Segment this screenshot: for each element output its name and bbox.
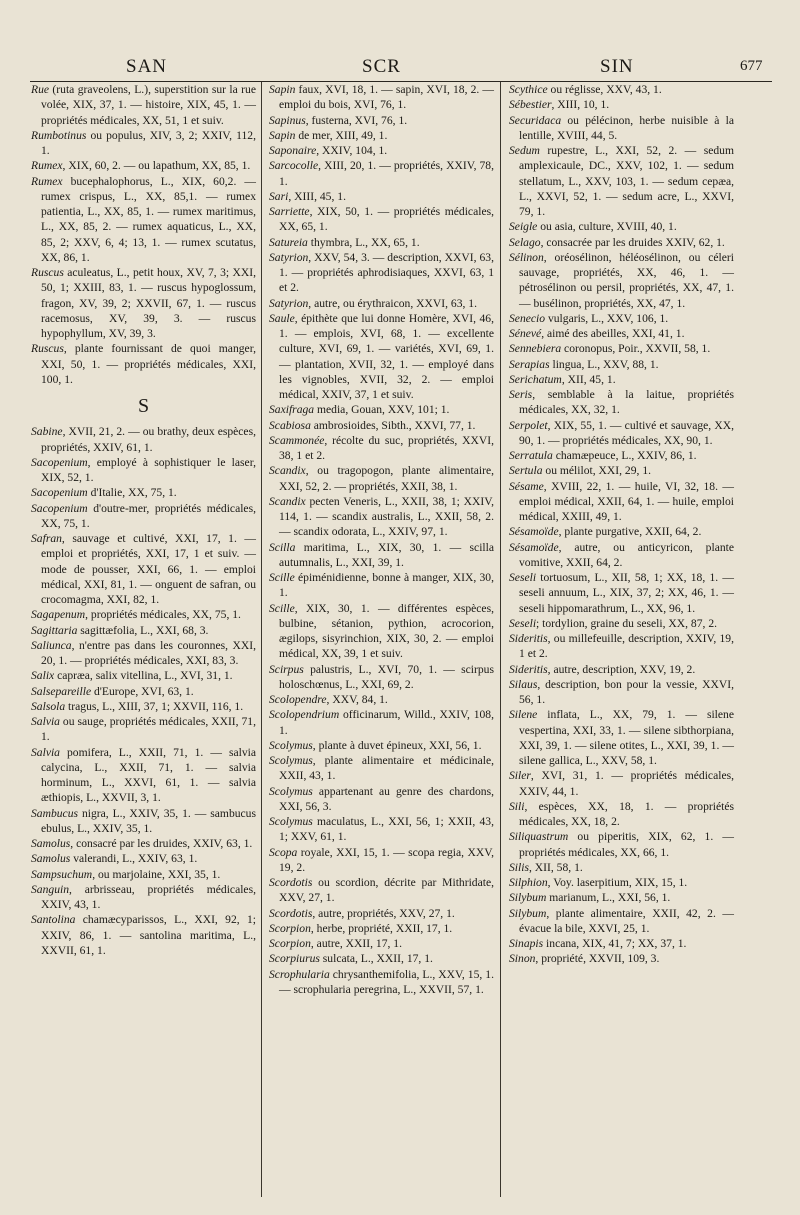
index-entry bbox=[31, 455, 256, 486]
index-entry bbox=[269, 494, 494, 540]
entry-references: , XIX, 30, 1. — différentes espèces, bulbine, sétanion, pythion, acrocorion, ægilops, sisyrinchion, XIX, 30, 2. — emploi médical, XX, 39, 1 et suiv. bbox=[279, 601, 494, 661]
index-entry bbox=[509, 631, 734, 662]
entry-headword: Sampsuchum bbox=[31, 867, 93, 881]
index-entry bbox=[31, 882, 256, 913]
entry-headword: Senecio bbox=[509, 311, 546, 325]
entry-references: , autre, XXII, 17, 1. bbox=[310, 937, 402, 950]
entry-references: , XIII, 45, 1. bbox=[288, 189, 346, 203]
entry-references: rupestre, L., XXI, 52, 2. — sedum amplexicaule, DC., XXV, 102, 1. — sedum stellatum, L., XXV, 103, 1. — sedum cepæa, L., XXVI, 52, 1. — sedum acre, L., XXVI, 79, 1. bbox=[519, 144, 734, 218]
index-entry bbox=[509, 479, 734, 525]
entry-references: , XVII, 21, 2. — ou brathy, deux espèces, propriétés, XXIV, 61, 1. bbox=[41, 425, 256, 454]
index-entry bbox=[269, 936, 494, 951]
index-entry bbox=[269, 250, 494, 296]
index-entry bbox=[269, 296, 494, 311]
running-head-left: SAN bbox=[126, 56, 168, 77]
index-entry bbox=[509, 463, 734, 478]
index-entry bbox=[269, 128, 494, 143]
entry-headword: Sésamoïde bbox=[509, 540, 559, 554]
entry-references: , arbrisseau, propriétés médicales, XXIV, 43, 1. bbox=[41, 882, 256, 911]
entry-references: incana, XIX, 41, 7; XX, 37, 1. bbox=[543, 937, 687, 950]
index-entry bbox=[509, 219, 734, 234]
index-entry bbox=[31, 158, 256, 173]
entry-references: , Voy. laserpitium, XIX, 15, 1. bbox=[547, 876, 688, 889]
entry-references: , description, bon pour la vessie, XXVI, 56, 1. bbox=[519, 677, 734, 706]
entry-references: officinarum, Willd., XXIV, 108, 1. bbox=[279, 708, 494, 737]
entry-headword: Sacopenium bbox=[31, 455, 88, 469]
index-entry bbox=[509, 540, 734, 571]
entry-headword: Scirpus bbox=[269, 662, 304, 676]
index-entry bbox=[269, 845, 494, 876]
entry-headword: Serpolet bbox=[509, 418, 548, 432]
entry-headword: Sedum bbox=[509, 144, 540, 157]
entry-references: chamæpeuce, L., XXIV, 86, 1. bbox=[552, 449, 697, 462]
entry-headword: Scordotis bbox=[269, 876, 313, 889]
entry-headword: Satureia bbox=[269, 235, 308, 249]
entry-headword: Sénevé bbox=[509, 327, 542, 340]
entry-references: coronopus, Poir., XXVII, 58, 1. bbox=[561, 342, 711, 356]
entry-references: , consacré par les druides, XXIV, 63, 1. bbox=[70, 837, 253, 850]
index-entry bbox=[509, 616, 734, 631]
index-entry bbox=[31, 174, 256, 266]
index-entry bbox=[31, 485, 256, 500]
index-entry bbox=[269, 707, 494, 738]
entry-references: , XXV, 54, 3. — description, XXVI, 63, 1. — propriétés aphrodisiaques, XXVI, 63, 1 et 2. bbox=[279, 250, 494, 295]
index-entry bbox=[509, 97, 734, 112]
entry-references: chamæcyparissos, L., XXI, 92, 1; XXIV, 86, 1. — santolina maritima, L., XXVII, 61, 1. bbox=[41, 913, 256, 957]
index-entry bbox=[31, 501, 256, 532]
entry-headword: Siliquastrum bbox=[509, 830, 569, 844]
entry-headword: Sapinus bbox=[269, 113, 306, 127]
index-entry bbox=[509, 799, 734, 830]
entry-references: , XIII, 20, 1. — propriétés, XXIV, 78, 1. bbox=[279, 159, 494, 188]
index-entry bbox=[509, 936, 734, 951]
index-column-2 bbox=[269, 82, 494, 997]
entry-references: , propriétés médicales, XX, 75, 1. bbox=[85, 608, 241, 622]
entry-headword: Safran bbox=[31, 532, 62, 545]
entry-headword: Rumex bbox=[31, 174, 63, 188]
entry-references: , propriété, XXVII, 109, 3. bbox=[535, 952, 660, 966]
entry-headword: Scolymus bbox=[269, 754, 313, 767]
entry-headword: Sideritis bbox=[509, 632, 548, 645]
entry-references: tortuosum, L., XII, 58, 1; XX, 18, 1. — seseli annuum, L., XIX, 37, 2; XX, 46, 1. — seseli hippomarathrum, L., XX, 96, 1. bbox=[519, 571, 734, 615]
index-entry bbox=[269, 753, 494, 784]
entry-references: , sauvage et cultivé, XXI, 17, 1. — emploi et propriétés, XXI, 17, 1 et suiv. — mode de pousser, XXI, 66, 1. — emploi médical, XXI, 81, 1. — onguent de safran, ou crocomagma, XXI, 82, 1. bbox=[41, 532, 256, 606]
index-entry bbox=[269, 113, 494, 128]
index-entry bbox=[31, 424, 256, 455]
entry-references: inflata, L., XX, 79, 1. — silene vespertina, XXI, 33, 1. — silene sibthorpiana, XXI, 39, 1. — silene otites, L., XXI, 39, 1. — silene gallica, L., XXV, 58, 1. bbox=[519, 708, 734, 767]
entry-headword: Sambucus bbox=[31, 806, 79, 820]
running-head-right: SIN bbox=[600, 56, 634, 77]
index-entry bbox=[269, 967, 494, 998]
running-head-center: SCR bbox=[362, 56, 401, 77]
index-entry bbox=[509, 662, 734, 677]
entry-headword: Silis bbox=[509, 860, 529, 874]
entry-references: , épithète que lui donne Homère, XVI, 46, 1. — emplois, XVI, 68, 1. — excellente culture, XVI, 69, 1. — variétés, XVI, 69, 1. — plantation, XVII, 32, 1. — employé dans les vignobles, XVII, 32, 2. — emploi médical, XXIV, 37, 1 et suiv. bbox=[279, 311, 494, 401]
index-entry bbox=[31, 867, 256, 882]
index-entry bbox=[31, 745, 256, 806]
entry-references: ou asia, culture, XVIII, 40, 1. bbox=[537, 220, 677, 234]
column-divider bbox=[261, 82, 262, 1197]
entry-headword: Sennebiera bbox=[509, 342, 562, 356]
entry-headword: Scythice bbox=[509, 83, 548, 96]
entry-headword: Rumex bbox=[31, 159, 63, 173]
entry-references: , ou marjolaine, XXI, 35, 1. bbox=[92, 867, 221, 881]
entry-headword: Scilla bbox=[269, 540, 296, 554]
entry-references: d'Europe, XVI, 63, 1. bbox=[91, 684, 194, 698]
entry-references: , XII, 58, 1. bbox=[528, 860, 583, 874]
entry-headword: Santolina bbox=[31, 913, 76, 927]
entry-headword: Serapias bbox=[509, 357, 550, 371]
entry-headword: Ruscus bbox=[31, 342, 64, 356]
entry-headword: Scolymus bbox=[269, 738, 313, 752]
entry-headword: Seigle bbox=[509, 220, 538, 234]
entry-headword: Scorpiurus bbox=[269, 952, 320, 966]
index-entry bbox=[509, 906, 734, 937]
entry-references: marianum, L., XXI, 56, 1. bbox=[546, 891, 671, 905]
entry-references: ou scordion, décrite par Mithridate, XXV, 27, 1. bbox=[279, 876, 494, 905]
entry-headword: Samolus bbox=[31, 837, 71, 850]
entry-references: sulcata, L., XXII, 17, 1. bbox=[319, 952, 433, 966]
entry-references: , espèces, XX, 18, 1. — propriétés médicales, XX, 18, 2. bbox=[519, 799, 734, 828]
entry-headword: Silybum bbox=[509, 906, 547, 920]
entry-references: , autre, ou anticyricon, plante vomitive, XXII, 64, 2. bbox=[519, 540, 734, 569]
entry-references: royale, XXI, 15, 1. — scopa regia, XXV, 19, 2. bbox=[279, 845, 494, 874]
entry-references: , autre, description, XXV, 19, 2. bbox=[547, 662, 696, 676]
entry-headword: Securidaca bbox=[509, 113, 562, 127]
entry-headword: Scolymus bbox=[269, 815, 313, 828]
entry-headword: Satyrion bbox=[269, 250, 309, 264]
entry-headword: Rue bbox=[31, 83, 50, 96]
entry-headword: Sésame bbox=[509, 479, 544, 493]
index-entry bbox=[269, 570, 494, 601]
entry-references: , XIX, 60, 2. — ou lapathum, XX, 85, 1. bbox=[62, 159, 251, 173]
entry-references: , aimé des abeilles, XXI, 41, 1. bbox=[541, 327, 685, 340]
index-entry bbox=[31, 607, 256, 622]
entry-headword: Sésamoïde bbox=[509, 525, 559, 539]
entry-headword: Scille bbox=[269, 571, 295, 584]
entry-references: , autre, ou érythraicon, XXVI, 63, 1. bbox=[308, 296, 478, 310]
index-entry bbox=[269, 921, 494, 936]
entry-headword: Sarriette bbox=[269, 205, 310, 218]
entry-references: appartenant au genre des chardons, XXI, 56, 3. bbox=[279, 784, 494, 813]
index-entry bbox=[509, 448, 734, 463]
index-entry bbox=[509, 113, 734, 144]
entry-headword: Scandix bbox=[269, 494, 306, 508]
entry-headword: Sideritis bbox=[509, 662, 548, 676]
index-column-1 bbox=[31, 82, 256, 958]
index-entry bbox=[269, 143, 494, 158]
index-entry bbox=[509, 82, 734, 97]
index-entry bbox=[509, 951, 734, 966]
index-entry bbox=[31, 531, 256, 607]
entry-headword: Scorpion bbox=[269, 937, 311, 950]
entry-references: sagittæfolia, L., XXI, 68, 3. bbox=[77, 623, 209, 637]
entry-references: palustris, L., XVI, 70, 1. — scirpus holoschœnus, L., XXI, 69, 2. bbox=[279, 662, 494, 691]
entry-headword: Scabiosa bbox=[269, 418, 311, 432]
index-entry bbox=[509, 235, 734, 250]
entry-headword: Salvia bbox=[31, 715, 60, 728]
index-entry bbox=[31, 851, 256, 866]
entry-headword: Sili bbox=[509, 799, 525, 813]
entry-headword: Sapin bbox=[269, 83, 296, 96]
entry-references: ou pélécinon, herbe nuisible à la lentille, XVIII, 44, 5. bbox=[519, 113, 734, 142]
index-entry bbox=[31, 684, 256, 699]
entry-headword: Sertula bbox=[509, 464, 543, 478]
entry-headword: Saponaire bbox=[269, 144, 317, 157]
index-entry bbox=[509, 341, 734, 356]
entry-headword: Sarcocolle bbox=[269, 159, 319, 173]
entry-headword: Scordotis bbox=[269, 906, 313, 920]
entry-references: , XIX, 55, 1. — cultivé et sauvage, XX, 90, 1. — propriétés médicales, XX, 90, 1. bbox=[519, 418, 734, 447]
entry-references: maritima, L., XIX, 30, 1. — scilla autumnalis, L., XXI, 39, 1. bbox=[279, 540, 494, 569]
page-number: 677 bbox=[740, 58, 763, 74]
entry-headword: Sabine bbox=[31, 425, 63, 439]
entry-headword: Silphion bbox=[509, 876, 548, 889]
index-entry bbox=[31, 265, 256, 341]
index-entry bbox=[31, 714, 256, 745]
index-entry bbox=[509, 829, 734, 860]
column-divider bbox=[500, 82, 501, 1197]
entry-headword: Saliunca bbox=[31, 638, 72, 652]
index-entry bbox=[31, 668, 256, 683]
entry-headword: Silybum bbox=[509, 891, 547, 905]
entry-headword: Serratula bbox=[509, 449, 553, 462]
entry-references: bucephalophorus, L., XIX, 60,2. — rumex crispus, L., XX, 85,1. — rumex patientia, L., XX, 85, 1. — rumex maritimus, L., XX, 85, 2. — rumex aquaticus, L., XX, 85, 2; XXV, 6, 4; 13, 1. — rumex scutatus, XX, 86, 1. bbox=[41, 174, 256, 264]
entry-headword: Scolopendrium bbox=[269, 708, 340, 722]
entry-references: maculatus, L., XXI, 56, 1; XXII, 43, 1; XXV, 61, 1. bbox=[279, 815, 494, 844]
index-entry bbox=[509, 418, 734, 449]
index-entry bbox=[509, 890, 734, 905]
entry-references: ou piperitis, XIX, 62, 1. — propriétés médicales, XX, 66, 1. bbox=[519, 830, 734, 859]
index-entry bbox=[31, 82, 256, 128]
index-entry bbox=[269, 463, 494, 494]
entry-references: ; tordylion, graine du seseli, XX, 87, 2. bbox=[536, 616, 718, 630]
entry-headword: Scorpion bbox=[269, 921, 311, 935]
entry-references: faux, XVI, 18, 1. — sapin, XVI, 18, 2. — emploi du bois, XVI, 76, 1. bbox=[279, 83, 494, 112]
entry-headword: Scopa bbox=[269, 845, 298, 859]
entry-references: , plante à duvet épineux, XXI, 56, 1. bbox=[312, 738, 482, 752]
entry-headword: Sanguin bbox=[31, 882, 70, 896]
entry-headword: Sari bbox=[269, 189, 289, 203]
entry-headword: Sacopenium bbox=[31, 486, 88, 500]
index-entry bbox=[269, 235, 494, 250]
entry-references: de mer, XIII, 49, 1. bbox=[295, 128, 388, 142]
entry-headword: Salvia bbox=[31, 745, 60, 759]
entry-references: ou réglisse, XXV, 43, 1. bbox=[547, 83, 662, 96]
entry-headword: Silaus bbox=[509, 677, 538, 691]
entry-references: , plante fournissant de quoi manger, XXI, 50, 1. — propriétés médicales, XXI, 100, 1. bbox=[41, 342, 256, 386]
entry-references: , plante alimentaire et médicinale, XXII, 43, 1. bbox=[279, 754, 494, 783]
index-entry bbox=[509, 143, 734, 219]
entry-headword: Scolymus bbox=[269, 784, 313, 798]
entry-references: , XXV, 84, 1. bbox=[326, 693, 388, 706]
entry-references: , XII, 45, 1. bbox=[561, 372, 616, 386]
entry-references: ou populus, XIV, 3, 2; XXIV, 112, 1. bbox=[41, 128, 256, 157]
index-entry bbox=[269, 540, 494, 571]
entry-headword: Selago bbox=[509, 235, 541, 249]
entry-references: ou sauge, propriétés médicales, XXII, 71, 1. bbox=[41, 715, 256, 744]
index-entry bbox=[31, 912, 256, 958]
index-entry bbox=[31, 638, 256, 669]
entry-headword: Salsola bbox=[31, 699, 66, 713]
index-entry bbox=[31, 341, 256, 387]
index-entry bbox=[269, 601, 494, 662]
entry-headword: Ruscus bbox=[31, 266, 64, 279]
entry-headword: Scrophularia bbox=[269, 967, 330, 981]
entry-references: , XVIII, 22, 1. — huile, VI, 32, 18. — emploi médical, XXII, 64, 1. — huile, emploi médical, XXIII, 49, 1. bbox=[519, 479, 734, 523]
entry-references: pomifera, L., XXII, 71, 1. — salvia calycina, L., XXII, 71, 1. — salvia horminum, L., XXVI, 61, 1. — salvia æthiopis, L., XXVII, 3, 1. bbox=[41, 745, 256, 805]
entry-headword: Silene bbox=[509, 708, 538, 722]
index-entry bbox=[269, 906, 494, 921]
entry-references: , XIX, 50, 1. — propriétés médicales, XX, 65, 1. bbox=[279, 205, 494, 234]
entry-references: , plante alimentaire, XXII, 42, 2. — évacue la bile, XXVI, 25, 1. bbox=[519, 906, 734, 935]
entry-headword: Sagittaria bbox=[31, 623, 78, 637]
entry-references: tragus, L., XIII, 37, 1; XXVII, 116, 1. bbox=[65, 699, 244, 713]
entry-headword: Scandix bbox=[269, 464, 306, 478]
index-entry bbox=[509, 250, 734, 311]
entry-references: , consacrée par les druides XXIV, 62, 1. bbox=[540, 235, 725, 249]
entry-references: d'Italie, XX, 75, 1. bbox=[87, 486, 177, 500]
entry-headword: Sacopenium bbox=[31, 501, 88, 515]
index-entry bbox=[269, 662, 494, 693]
index-entry bbox=[269, 418, 494, 433]
index-entry bbox=[509, 768, 734, 799]
entry-references: , semblable à la laitue, propriétés médicales, XX, 32, 1. bbox=[519, 388, 734, 417]
entry-headword: Samolus bbox=[31, 852, 71, 866]
entry-references: vulgaris, L., XXV, 106, 1. bbox=[545, 311, 669, 325]
index-entry bbox=[509, 524, 734, 539]
entry-references: ou mélilot, XXI, 29, 1. bbox=[542, 464, 652, 478]
entry-references: nigra, L., XXIV, 35, 1. — sambucus ebulus, L., XXIV, 35, 1. bbox=[41, 806, 256, 835]
entry-references: , fusterna, XVI, 76, 1. bbox=[305, 113, 408, 127]
index-entry bbox=[509, 707, 734, 768]
index-entry bbox=[269, 784, 494, 815]
index-entry bbox=[269, 402, 494, 417]
index-entry bbox=[269, 814, 494, 845]
entry-references: , récolte du suc, propriétés, XXVI, 38, 1 et 2. bbox=[279, 433, 494, 462]
index-entry bbox=[509, 387, 734, 418]
entry-headword: Serichatum bbox=[509, 372, 562, 386]
entry-headword: Siler bbox=[509, 769, 531, 783]
index-column-3 bbox=[509, 82, 734, 967]
entry-references: , ou millefeuille, description, XXIV, 19, 1 et 2. bbox=[519, 632, 734, 661]
entry-headword: Seseli bbox=[509, 571, 537, 584]
section-letter-heading: S bbox=[137, 395, 150, 417]
index-entry bbox=[509, 326, 734, 341]
index-entry bbox=[509, 570, 734, 616]
index-entry bbox=[269, 951, 494, 966]
entry-headword: Seris bbox=[509, 388, 533, 401]
entry-references: chrysanthemifolia, L., XXV, 15, 1. — scrophularia peregrina, L., XXVII, 57, 1. bbox=[279, 967, 494, 996]
entry-references: , XXIV, 104, 1. bbox=[316, 144, 388, 157]
entry-headword: Scille bbox=[269, 601, 295, 615]
index-entry bbox=[509, 860, 734, 875]
index-entry bbox=[269, 738, 494, 753]
entry-references: , herbe, propriété, XXII, 17, 1. bbox=[310, 921, 453, 935]
entry-headword: Sagapenum bbox=[31, 608, 86, 622]
index-entry bbox=[509, 875, 734, 890]
index-entry bbox=[31, 623, 256, 638]
entry-references: , autre, propriétés, XXV, 27, 1. bbox=[312, 906, 455, 920]
index-entry bbox=[31, 836, 256, 851]
entry-headword: Seseli bbox=[509, 616, 537, 630]
entry-headword: Sélinon bbox=[509, 250, 544, 264]
entry-headword: Saule bbox=[269, 311, 295, 325]
index-entry bbox=[269, 692, 494, 707]
entry-headword: Sinon bbox=[509, 952, 536, 966]
index-entry bbox=[269, 875, 494, 906]
entry-headword: Satyrion bbox=[269, 296, 309, 310]
index-entry bbox=[31, 128, 256, 159]
index-entry bbox=[31, 806, 256, 837]
entry-headword: Saxifraga bbox=[269, 403, 315, 417]
entry-references: ambrosioides, Sibth., XXVI, 77, 1. bbox=[310, 418, 476, 432]
entry-references: , XVI, 31, 1. — propriétés médicales, XXIV, 44, 1. bbox=[519, 769, 734, 798]
entry-references: d'outre-mer, propriétés médicales, XX, 75, 1. bbox=[41, 501, 256, 530]
entry-headword: Salix bbox=[31, 669, 55, 683]
index-entry bbox=[269, 433, 494, 464]
entry-references: capræa, salix vitellina, L., XVI, 31, 1. bbox=[54, 669, 233, 683]
entry-references: , n'entre pas dans les couronnes, XXI, 20, 1. — propriétés médicales, XXI, 83, 3. bbox=[41, 638, 256, 667]
index-entry bbox=[509, 372, 734, 387]
index-entry bbox=[269, 311, 494, 403]
entry-references: , employé à sophistiquer le laser, XIX, 52, 1. bbox=[41, 455, 256, 484]
entry-references: , plante purgative, XXII, 64, 2. bbox=[558, 525, 702, 539]
entry-headword: Sapin bbox=[269, 128, 296, 142]
index-entry bbox=[31, 699, 256, 714]
entry-references: lingua, L., XXV, 88, 1. bbox=[549, 357, 659, 371]
entry-references: thymbra, L., XX, 65, 1. bbox=[307, 235, 420, 249]
entry-references: épiménidienne, bonne à manger, XIX, 30, 1. bbox=[279, 571, 494, 600]
index-entry bbox=[509, 311, 734, 326]
index-entry bbox=[269, 189, 494, 204]
entry-references: pecten Veneris, L., XXII, 38, 1; XXIV, 114, 1. — scandix australis, L., XXII, 58, 2. — scandix odorata, L., XXIV, 97, 1. bbox=[279, 494, 494, 539]
index-entry bbox=[269, 82, 494, 113]
entry-references: media, Gouan, XXV, 101; 1. bbox=[314, 403, 450, 417]
entry-headword: Rumbotinus bbox=[31, 128, 87, 142]
entry-headword: Sinapis bbox=[509, 937, 544, 950]
entry-headword: Scammonée bbox=[269, 433, 325, 447]
index-entry bbox=[509, 357, 734, 372]
entry-references: , ou tragopogon, plante alimentaire, XXI, 52, 2. — propriétés, XXII, 38, 1. bbox=[279, 464, 494, 493]
entry-references: (ruta graveolens, L.), superstition sur la rue volée, XIX, 37, 1. — histoire, XIX, 45, 1. — propriétés médicales, XX, 51, 1 et suiv. bbox=[41, 83, 256, 127]
index-entry bbox=[269, 204, 494, 235]
entry-references: , oréosélinon, héléosélinon, ou céleri sauvage, propriétés, XX, 46, 1. — pétrosélinon ou persil, propriétés, XX, 47, 1. — busélinon, propriétés, XX, 47, 1. bbox=[519, 250, 734, 310]
entry-references: valerandi, L., XXIV, 63, 1. bbox=[70, 852, 198, 866]
entry-headword: Sébestier bbox=[509, 98, 552, 112]
entry-references: aculeatus, L., petit houx, XV, 7, 3; XXI, 50, 1; XXIII, 83, 1. — ruscus hypoglossum, fragon, XV, 39, 2; XXVII, 67, 1. — ruscus racemosus, XV, 39, 3. — ruscus hypophyllum, XV, 39, 3. bbox=[41, 266, 256, 340]
entry-references: , XIII, 10, 1. bbox=[551, 98, 610, 112]
entry-headword: Salsepareille bbox=[31, 684, 92, 698]
entry-headword: Scolopendre bbox=[269, 693, 327, 706]
index-entry bbox=[509, 677, 734, 708]
index-entry bbox=[269, 158, 494, 189]
